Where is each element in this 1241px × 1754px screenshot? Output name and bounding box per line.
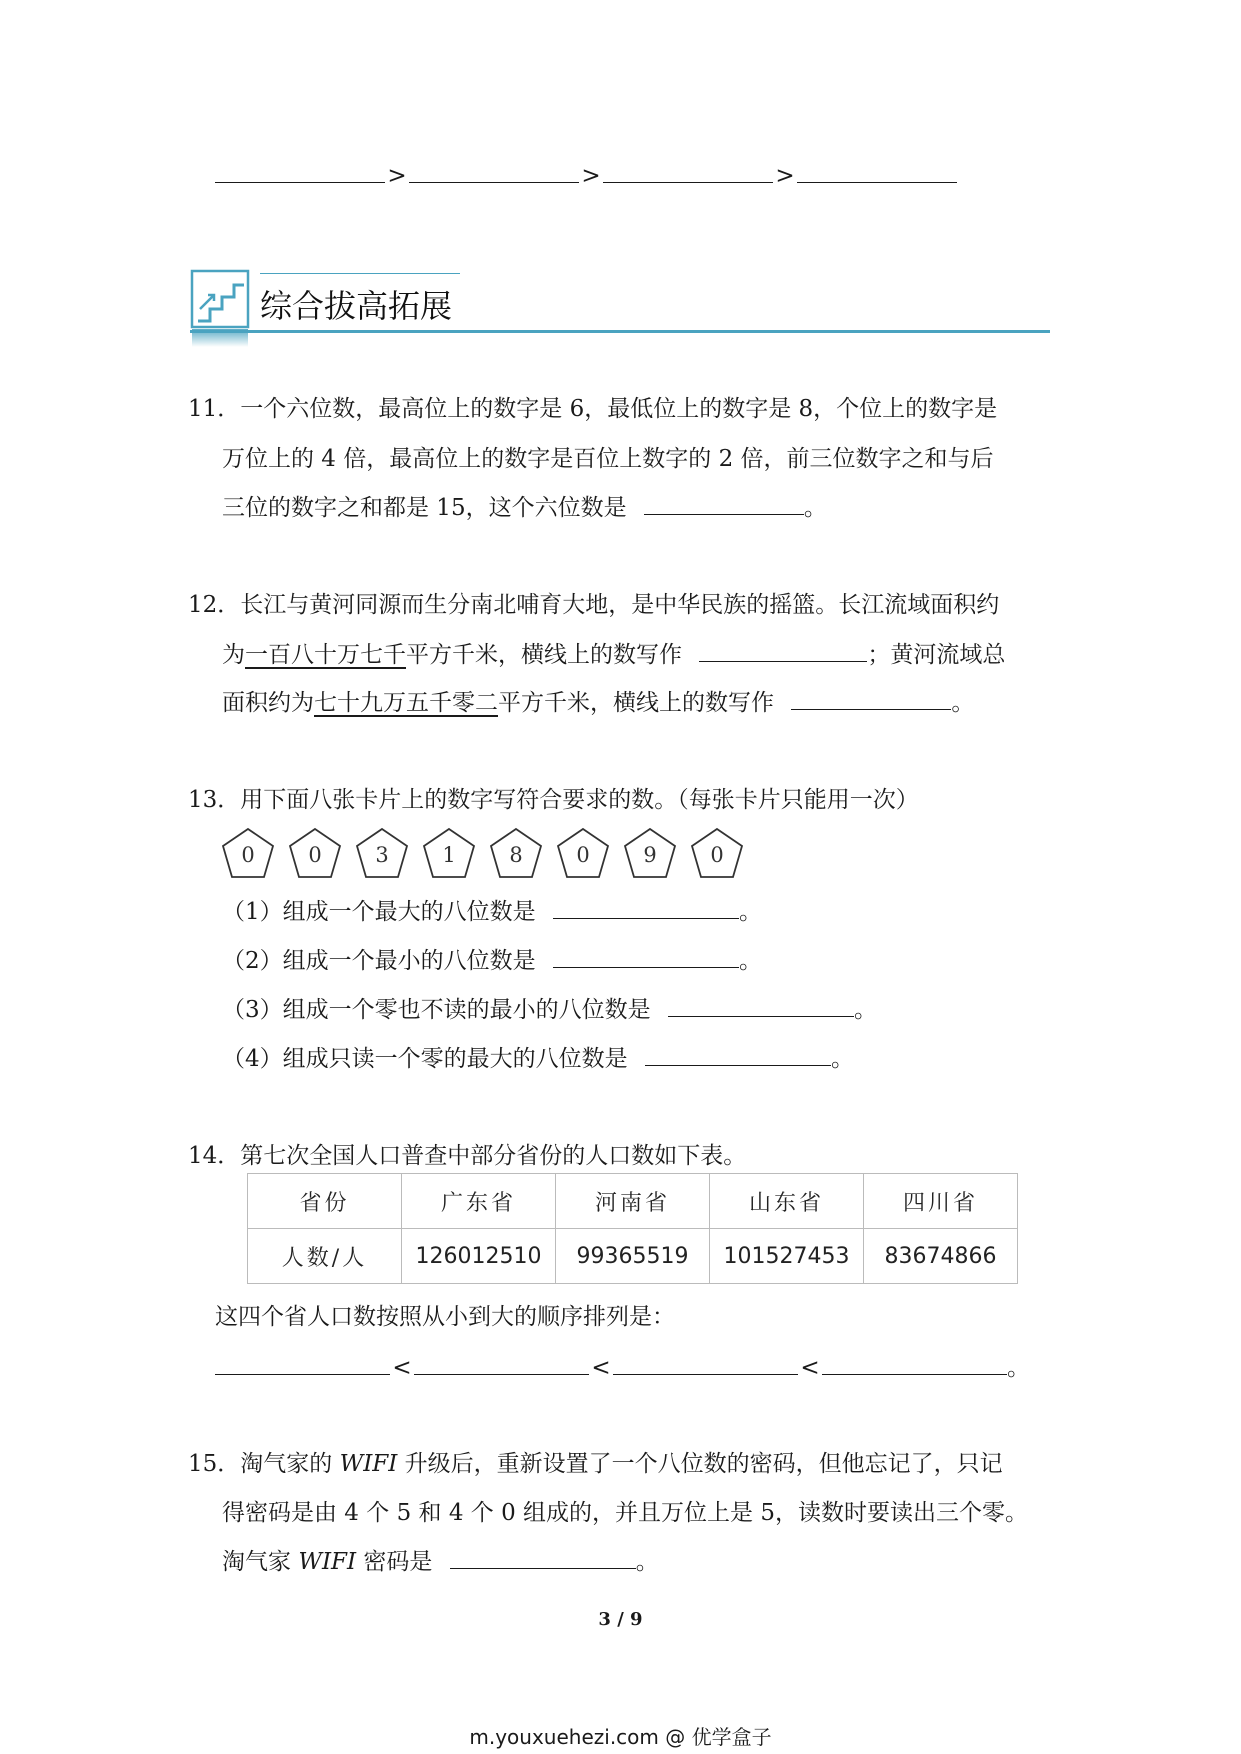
number-cards	[220, 826, 760, 882]
number-card	[220, 826, 276, 880]
table-header-cell: 广东省	[402, 1174, 556, 1229]
q14-line1: 14．第七次全国人口普查中部分省份的人口数如下表。	[188, 1143, 747, 1169]
q13-sub1	[222, 893, 762, 926]
q15-line2: 得密码是由 4 个 5 和 4 个 0 组成的，并且万位上是 5，读数时要读出三个零。	[222, 1500, 1028, 1526]
card-digit: 9	[643, 843, 657, 867]
q13-sub4-answer-blank[interactable]	[645, 1043, 831, 1066]
answer-blank[interactable]	[613, 1352, 798, 1375]
q12-line3	[222, 684, 974, 717]
q12-l3-post: 平方千米，横线上的数写作	[498, 690, 774, 716]
card-digit: 0	[241, 843, 255, 867]
number-card	[488, 826, 544, 880]
answer-blank[interactable]	[215, 1352, 390, 1375]
q13-sub2-text: （2）组成一个最小的八位数是	[222, 948, 536, 974]
greater-than-sign: >	[387, 163, 407, 189]
table-header-cell: 省份	[248, 1174, 402, 1229]
number-card	[287, 826, 343, 880]
q12-line1: 12．长江与黄河同源而生分南北哺育大地，是中华民族的摇篮。长江流域面积约	[188, 592, 1000, 618]
q15-answer-blank[interactable]	[450, 1546, 636, 1569]
q11-line2: 万位上的 4 倍，最高位上的数字是百位上数字的 2 倍，前三位数字之和与后	[222, 446, 994, 472]
q13-sub2-answer-blank[interactable]	[553, 945, 739, 968]
stairs-icon	[190, 269, 254, 349]
q13-sub2	[222, 942, 762, 975]
q14-order-text: 这四个省人口数按照从小到大的顺序排列是：	[215, 1304, 675, 1330]
q13-sub3-text: （3）组成一个零也不读的最小的八位数是	[222, 997, 651, 1023]
q13-sub1-text: （1）组成一个最大的八位数是	[222, 899, 536, 925]
q12-yellow-river-answer-blank[interactable]	[791, 687, 951, 710]
table-header-cell: 山东省	[710, 1174, 864, 1229]
q13-sub3	[222, 991, 877, 1024]
page-number: 3 / 9	[598, 1609, 643, 1630]
q15-line3	[222, 1543, 659, 1576]
q12-l3-pre: 面积约为	[222, 690, 314, 716]
q12-l2-post: 平方千米，横线上的数写作	[406, 642, 682, 668]
q12-yangtze-number-words: 一百八十万七千	[245, 642, 406, 668]
q13-sub4	[222, 1040, 854, 1073]
q15-l3-post: 密码是	[356, 1549, 433, 1575]
q11-line3	[222, 489, 827, 522]
answer-blank[interactable]	[414, 1352, 589, 1375]
table-header-cell: 四川省	[864, 1174, 1018, 1229]
q12-l2-tail: ；黄河流域总	[867, 642, 1006, 668]
population-table	[247, 1173, 1018, 1284]
answer-blank[interactable]	[603, 160, 773, 183]
answer-blank[interactable]	[215, 160, 385, 183]
number-card	[354, 826, 410, 880]
card-digit: 3	[375, 843, 389, 867]
greater-than-sign: >	[775, 163, 795, 189]
q11-line1: 11．一个六位数，最高位上的数字是 6，最低位上的数字是 8，个位上的数字是	[188, 396, 998, 422]
table-cell: 101527453	[710, 1229, 864, 1284]
q12-yellow-river-number-words: 七十九万五千零二	[314, 690, 498, 716]
number-card	[555, 826, 611, 880]
footer-site: m.youxuehezi.com @ 优学盒子	[469, 1725, 772, 1749]
q13-end: 。	[853, 997, 877, 1023]
q15-line1	[188, 1445, 1003, 1478]
table-header-row	[248, 1174, 1018, 1229]
banner-rule-bottom	[190, 330, 1050, 333]
q13-end: 。	[830, 1046, 854, 1072]
greater-than-sign: >	[581, 163, 601, 189]
card-digit: 0	[308, 843, 322, 867]
q13-sub3-answer-blank[interactable]	[668, 994, 854, 1017]
table-cell: 人数/人	[248, 1229, 402, 1284]
q11-answer-blank[interactable]	[644, 492, 804, 515]
q12-l2-pre: 为	[222, 642, 245, 668]
q13-line1: 13．用下面八张卡片上的数字写符合要求的数。（每张卡片只能用一次）	[188, 787, 919, 813]
table-row	[248, 1229, 1018, 1284]
q14-end: 。	[1007, 1355, 1030, 1381]
answer-blank[interactable]	[797, 160, 957, 183]
less-than-sign: <	[591, 1355, 611, 1381]
banner-rule-top	[260, 273, 460, 274]
q12-yangtze-answer-blank[interactable]	[699, 639, 867, 662]
q15-l1-pre: 15．淘气家的	[188, 1451, 340, 1477]
card-digit: 0	[576, 843, 590, 867]
q15-end: 。	[635, 1549, 659, 1575]
answer-blank[interactable]	[409, 160, 579, 183]
number-card	[689, 826, 745, 880]
number-card	[421, 826, 477, 880]
card-digit: 8	[509, 843, 523, 867]
answer-blank[interactable]	[822, 1352, 1007, 1375]
less-than-sign: <	[800, 1355, 820, 1381]
q11-line3-text: 三位的数字之和都是 15，这个六位数是	[222, 495, 627, 521]
section-title: 综合拔高拓展	[260, 287, 453, 325]
q13-end: 。	[738, 948, 762, 974]
section-banner	[190, 265, 1050, 355]
table-cell: 99365519	[556, 1229, 710, 1284]
q13-sub1-answer-blank[interactable]	[553, 896, 739, 919]
table-cell: 126012510	[402, 1229, 556, 1284]
q15-l1-post: 升级后，重新设置了一个八位数的密码，但他忘记了，只记	[397, 1451, 1003, 1477]
q15-wifi: WIFI	[339, 1451, 398, 1477]
q14-order-line	[215, 1349, 1030, 1382]
table-cell: 83674866	[864, 1229, 1018, 1284]
q15-wifi: WIFI	[298, 1549, 357, 1575]
card-digit: 0	[710, 843, 724, 867]
q13-end: 。	[738, 899, 762, 925]
less-than-sign: <	[392, 1355, 412, 1381]
q11-end: 。	[803, 495, 827, 521]
table-header-cell: 河南省	[556, 1174, 710, 1229]
card-digit: 1	[442, 843, 456, 867]
q12-line2	[222, 636, 1005, 669]
q15-l3-pre: 淘气家	[222, 1549, 299, 1575]
q12-end: 。	[951, 690, 975, 716]
top-order-line	[215, 160, 957, 189]
q13-sub4-text: （4）组成只读一个零的最大的八位数是	[222, 1046, 628, 1072]
number-card	[622, 826, 678, 880]
